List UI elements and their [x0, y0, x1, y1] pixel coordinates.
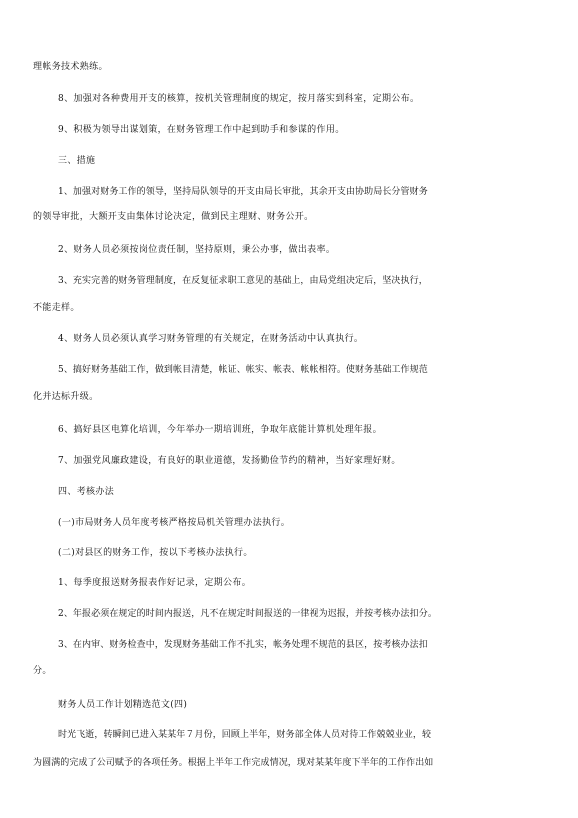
text-line: 2、财务人员必须按岗位责任制，坚持原则，秉公办事，做出表率。	[58, 245, 336, 255]
text-line: 理帐务技术熟练。	[33, 62, 108, 72]
text-line: (一)市局财务人员年度考核严格按局机关管理办法执行。	[58, 518, 291, 528]
text-line: 2、年报必须在规定的时间内报送，凡不在规定时间报送的一律视为迟报，并按考核办法扣分。	[58, 609, 437, 619]
section-heading: 三、措施	[58, 156, 96, 166]
text-line: 的领导审批，大额开支由集体讨论决定，做到民主理财、财务公开。	[33, 212, 314, 222]
text-line: 7、加强党风廉政建设，有良好的职业道德，发扬勤俭节约的精神，当好家理好财。	[58, 456, 401, 466]
text-line: 1、加强对财务工作的领导，坚持局队领导的开支由局长审批，其余开支由协助局长分管财务	[58, 187, 428, 197]
text-line: (二)对县区的财务工作，按以下考核办法执行。	[58, 548, 253, 558]
text-line: 1、每季度报送财务报表作好记录，定期公布。	[58, 578, 252, 588]
text-line: 时光飞逝，转瞬间已进入某某年７月份，回顾上半年，财务部全体人员对待工作兢兢业业，较	[58, 730, 432, 740]
text-line: 9、积极为领导出谋划策，在财务管理工作中起到助手和参谋的作用。	[58, 125, 345, 135]
text-line: 3、在内审、财务检查中，发现财务基础工作不扎实，帐务处理不规范的县区，按考核办法扣	[58, 640, 428, 650]
text-line: 6、搞好县区电算化培训，今年举办一期培训班，争取年底能计算机处理年报。	[58, 425, 382, 435]
text-line: 为圆满的完成了公司赋予的各项任务。根据上半年工作完成情况，现对某某年度下半年的工作作出如	[33, 758, 434, 768]
text-line: 化并达标升级。	[33, 392, 99, 402]
text-line: 不能走样。	[33, 303, 80, 313]
article-title: 财务人员工作计划精选范文(四)	[58, 700, 188, 710]
text-line: 4、财务人员必须认真学习财务管理的有关规定，在财务活动中认真执行。	[58, 334, 364, 344]
text-line: 分。	[33, 666, 52, 676]
text-line: 8、加强对各种费用开支的核算，按机关管理制度的规定，按月落实到科室，定期公布。	[58, 94, 420, 104]
text-line: 3、充实完善的财务管理制度，在反复征求职工意见的基础上，由局党组决定后，坚决执行，	[58, 276, 428, 286]
text-line: 5、搞好财务基础工作，做到帐目清楚，帐证、帐实、帐表、帐帐相符。使财务基础工作规范	[58, 365, 428, 375]
section-heading: 四、考核办法	[58, 487, 115, 497]
